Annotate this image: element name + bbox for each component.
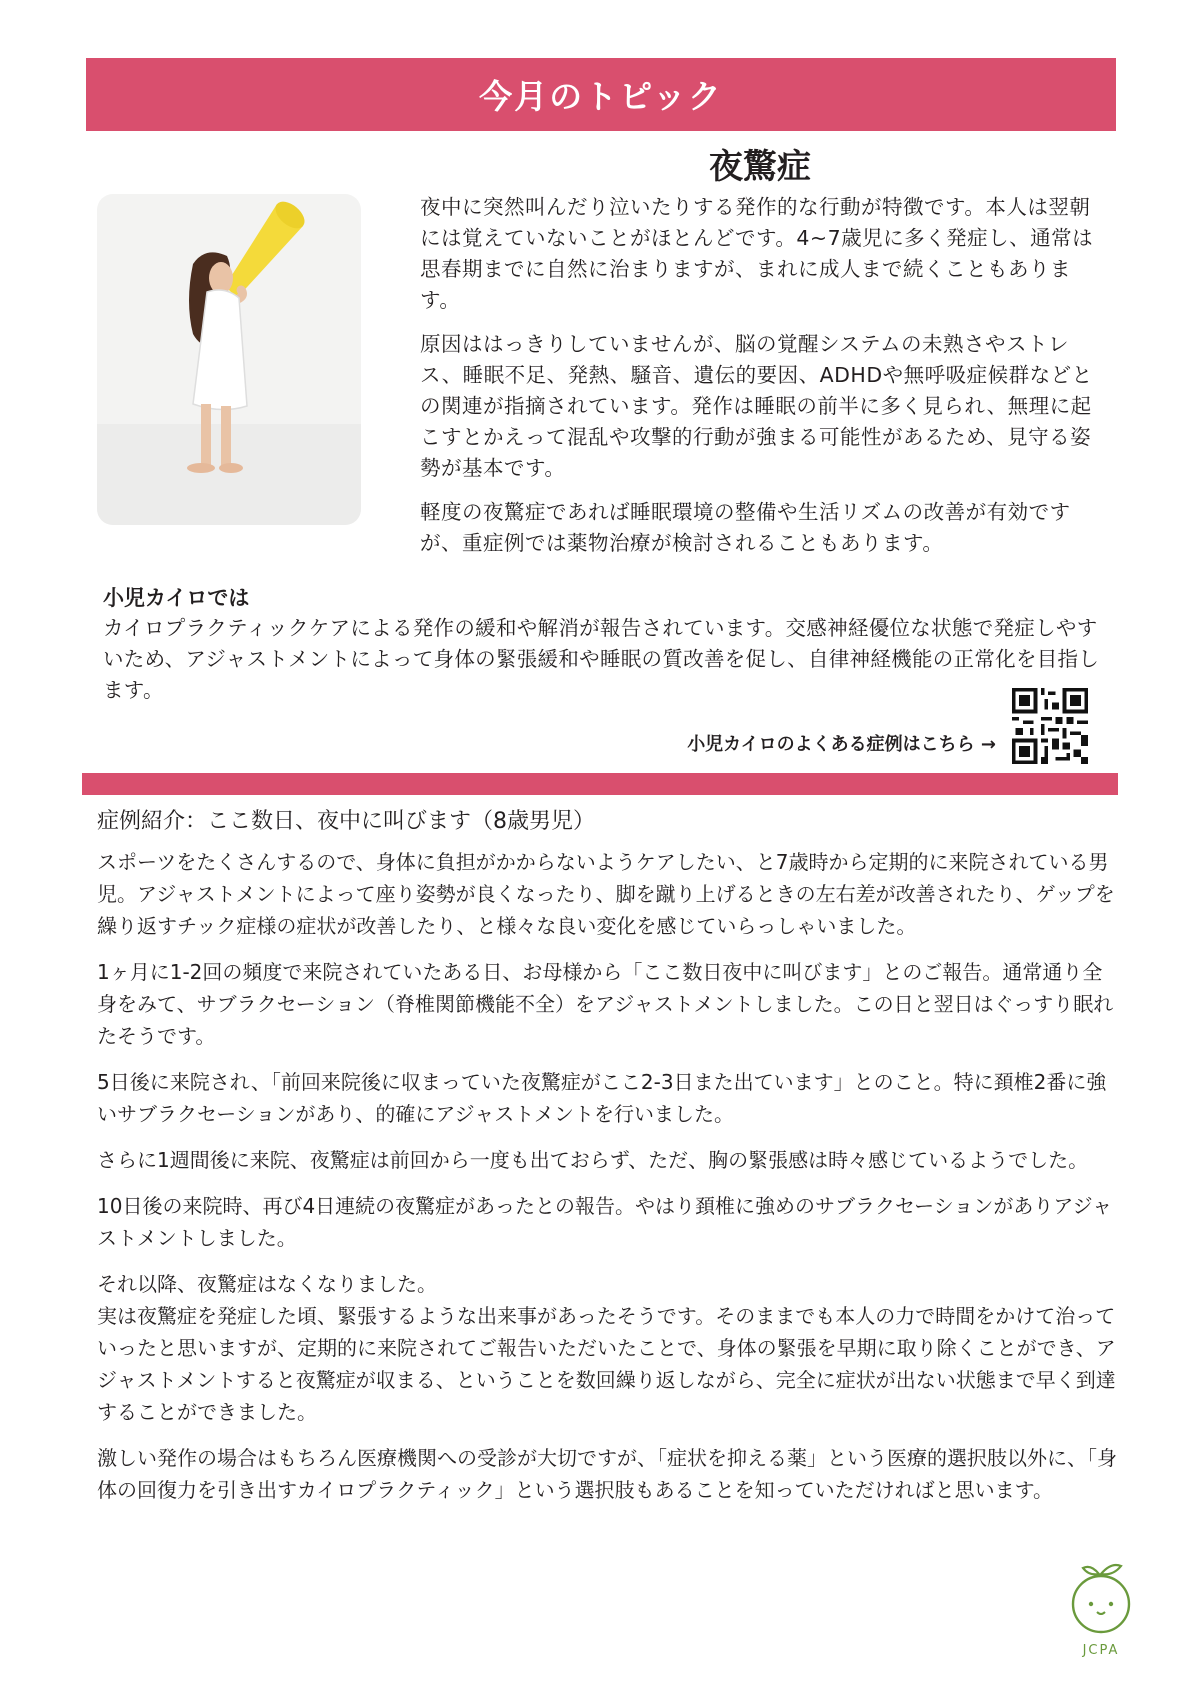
section-divider [82, 773, 1118, 795]
qr-code-icon[interactable] [1012, 688, 1088, 764]
topic-intro [420, 192, 1110, 572]
case-line: それ以降、夜驚症はなくなりました。 [97, 1272, 437, 1296]
mandarin-mascot-icon [1061, 1560, 1141, 1660]
intro-paragraph: 夜中に突然叫んだり泣いたりする発作的な行動が特徴です。本人は翌朝には覚えていないことがほとんどです。4~7歳児に多く発症し、通常は思春期までに自然に治まりますが、まれに成人まで続くこともあります。 [420, 195, 1094, 312]
case-paragraph: スポーツをたくさんするので、身体に負担がかからないようケアしたい、と7歳時から定期的に来院されている男児。アジャストメントによって座り姿勢が良くなったり、脚を蹴り上げるときの左右差が改善されたり、ゲップを繰り返すチック症様の症状が改善したり、と様々な良い変化を感じていらっしゃいました。 [97, 850, 1115, 938]
topic-banner: 今月のトピック [86, 58, 1116, 131]
topic-title: 夜驚症 [709, 147, 811, 187]
chiro-heading: 小児カイロでは [103, 586, 250, 610]
intro-paragraph: 軽度の夜驚症であれば睡眠環境の整備や生活リズムの改善が有効ですが、重症例では薬物治療が検討されることもあります。 [420, 500, 1071, 555]
case-paragraph [97, 1268, 1122, 1428]
case-line: 実は夜驚症を発症した頃、緊張するような出来事があったそうです。そのままでも本人の力で時間をかけて治っていったと思いますが、定期的に来院されてご報告いただいたことで、身体の緊張を早期に取り除くことができ、アジャストメントすると夜驚症が収まる、ということを数回繰り返しながら、完全に症状が出ない状態まで早く到達することができました。 [97, 1304, 1116, 1424]
case-examples-link[interactable]: 小児カイロのよくある症例はこちら → [687, 734, 996, 755]
case-paragraph: 1ヶ月に1-2回の頻度で来院されていたある日、お母様から「ここ数日夜中に叫びます」とのご報告。通常通り全身をみて、サブラクセーション（脊椎関節機能不全）をアジャストメントしました。この日と翌日はぐっすり眠れたそうです。 [97, 960, 1114, 1048]
case-paragraph: さらに1週間後に来院、夜驚症は前回から一度も出ておらず、ただ、胸の緊張感は時々感じているようでした。 [97, 1148, 1089, 1172]
chiro-paragraph: カイロプラクティックケアによる発作の緩和や解消が報告されています。交感神経優位な状態で発症しやすいため、アジャストメントによって身体の緊張緩和や睡眠の質改善を促し、自律神経機能の正常化を目指します。 [103, 616, 1100, 702]
intro-paragraph: 原因ははっきりしていませんが、脳の覚醒システムの未熟さやストレス、睡眠不足、発熱、騒音、遺伝的要因、ADHDや無呼吸症候群などとの関連が指摘されています。発作は睡眠の前半に多く見られ、無理に起こすとかえって混乱や攻撃的行動が強まる可能性があるため、見守る姿勢が基本です。 [420, 332, 1093, 480]
jcpa-logo [1061, 1560, 1141, 1660]
case-title: 症例紹介：ここ数日、夜中に叫びます（8歳男児） [97, 809, 595, 834]
case-paragraph: 5日後に来院され、「前回来院後に収まっていた夜驚症がここ2-3日また出ています」とのこと。特に頚椎2番に強いサブラクセーションがあり、的確にアジャストメントを行いました。 [97, 1070, 1107, 1126]
case-paragraph: 激しい発作の場合はもちろん医療機関への受診が大切ですが、「症状を抑える薬」という医療的選択肢以外に、「身体の回復力を引き出すカイロプラクティック」という選択肢もあることを知っていただければと思います。 [97, 1446, 1117, 1502]
logo-text: JCPA [1082, 1643, 1120, 1658]
case-body [97, 846, 1122, 1520]
case-paragraph: 10日後の来院時、再び4日連続の夜驚症があったとの報告。やはり頚椎に強めのサブラクセーションがありアジャストメントしました。 [97, 1194, 1113, 1250]
child-megaphone-photo [97, 194, 361, 525]
child-illustration [97, 194, 361, 525]
